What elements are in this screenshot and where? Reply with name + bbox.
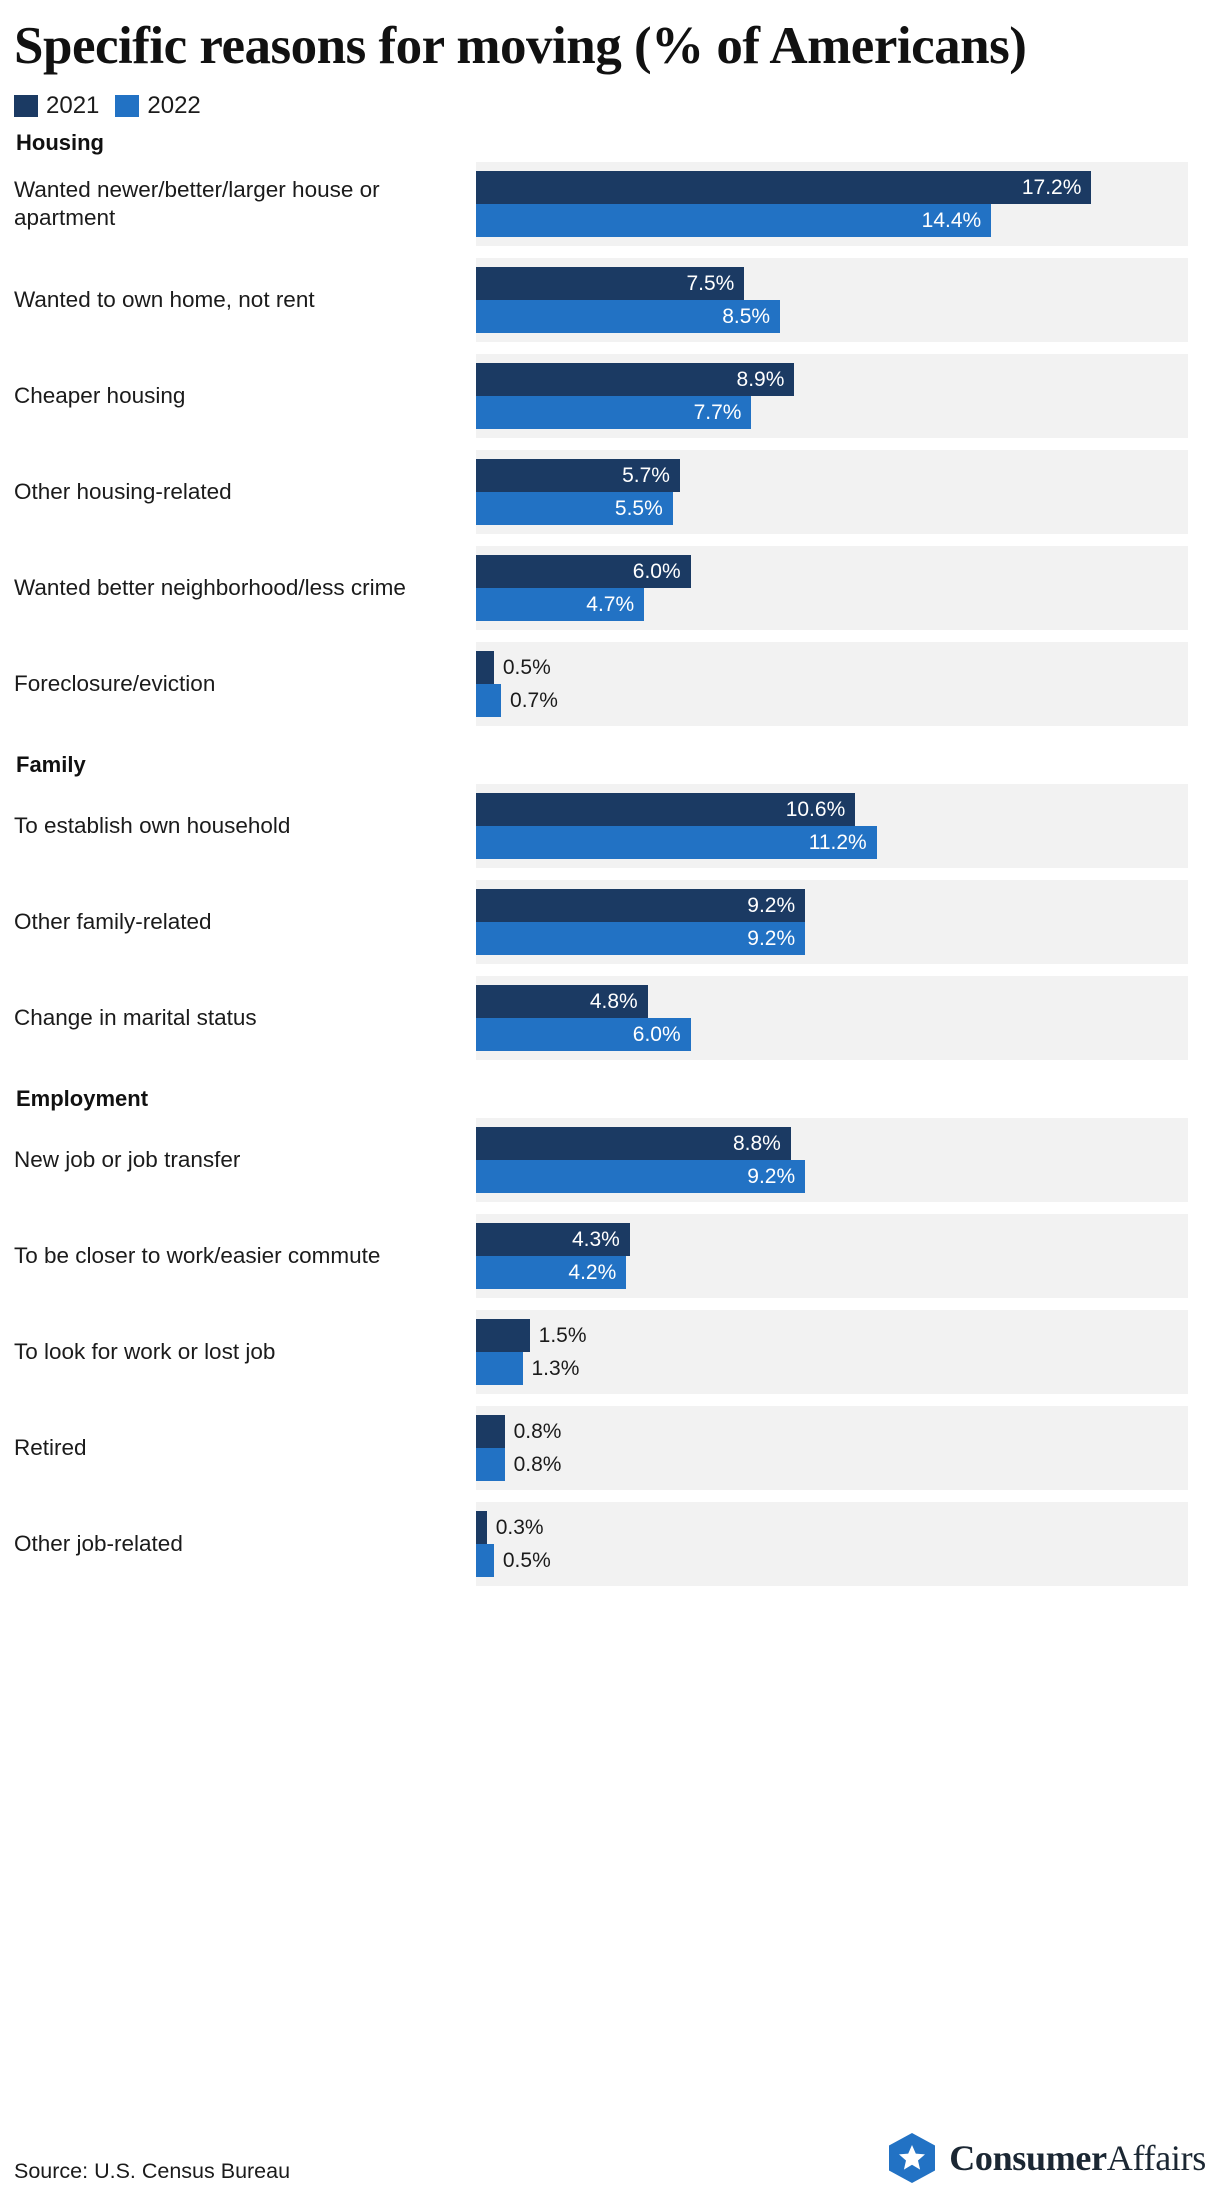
bar-2021 — [476, 459, 680, 492]
consumeraffairs-star-icon — [887, 2132, 937, 2184]
bar-value-label: 5.7% — [622, 463, 670, 487]
bar-value-label: 4.8% — [589, 989, 638, 1013]
bar-value-label: 6.0% — [632, 1022, 681, 1046]
row-bars — [476, 1502, 1188, 1586]
row-bars — [476, 1214, 1188, 1298]
source-note: Source: U.S. Census Bureau — [14, 2159, 291, 2183]
bar-value-label: 0.5% — [502, 655, 551, 679]
bar-2021 — [476, 555, 691, 588]
chart-row — [14, 1310, 1206, 1394]
chart-row — [14, 1406, 1206, 1490]
bar-chart — [14, 130, 1206, 1586]
bar-value-label: 17.2% — [1021, 175, 1082, 199]
bar-2022 — [476, 1352, 580, 1385]
bar-value-label: 9.2% — [747, 926, 796, 950]
brand-text-light: Affairs — [1106, 2138, 1206, 2178]
bar-value-label: 14.4% — [921, 208, 982, 232]
brand-text — [949, 2137, 1206, 2179]
chart-page — [0, 18, 1220, 2202]
bar-value-label: 4.7% — [586, 592, 635, 616]
row-bars — [476, 880, 1188, 964]
brand-logo-group — [887, 2132, 1206, 2184]
row-bars — [476, 258, 1188, 342]
bar-2021 — [476, 267, 744, 300]
bar-2021 — [476, 651, 551, 684]
legend-label-2022: 2022 — [147, 92, 201, 120]
row-label: Cheaper housing — [14, 383, 186, 409]
bar-value-label: 9.2% — [747, 1164, 796, 1188]
row-bars — [476, 642, 1188, 726]
chart-row — [14, 1502, 1206, 1586]
bar-value-label: 8.8% — [732, 1131, 781, 1155]
bar-2021 — [476, 1223, 630, 1256]
bar-2022 — [476, 300, 780, 333]
chart-footer — [14, 2132, 1206, 2184]
bar-2022 — [476, 1448, 562, 1481]
brand-text-bold: Consumer — [949, 2138, 1107, 2178]
chart-row — [14, 976, 1206, 1060]
bar-2021 — [476, 1511, 544, 1544]
page-title: Specific reasons for moving (% of Americans) — [14, 17, 1027, 75]
bar-2021 — [476, 1319, 587, 1352]
legend-item-2022 — [115, 92, 200, 120]
bar-2022 — [476, 1160, 805, 1193]
row-label: New job or job transfer — [14, 1147, 241, 1173]
row-label: Other family-related — [14, 909, 212, 935]
bar-2021 — [476, 1415, 562, 1448]
bar-2022 — [476, 826, 877, 859]
bar-value-label: 0.5% — [502, 1548, 551, 1572]
row-label: To be closer to work/easier commute — [14, 1243, 381, 1269]
bar-2021 — [476, 889, 805, 922]
chart-row — [14, 1118, 1206, 1202]
bar-value-label: 4.3% — [571, 1227, 620, 1251]
bar-value-label: 7.5% — [686, 271, 735, 295]
row-bars — [476, 1118, 1188, 1202]
row-label: Other housing-related — [14, 479, 232, 505]
chart-legend — [14, 92, 1206, 120]
row-label: Wanted better neighborhood/less crime — [14, 575, 406, 601]
bar-value-label: 8.9% — [736, 367, 785, 391]
bar-2022 — [476, 492, 673, 525]
chart-row — [14, 162, 1206, 246]
bar-2022 — [476, 684, 558, 717]
group-header-employment: Employment — [16, 1086, 149, 1112]
row-bars — [476, 162, 1188, 246]
bar-2021 — [476, 793, 855, 826]
bar-value-label: 4.2% — [568, 1260, 617, 1284]
row-label: Retired — [14, 1435, 87, 1461]
bar-value-label: 6.0% — [632, 559, 681, 583]
chart-row — [14, 1214, 1206, 1298]
row-label: To establish own household — [14, 813, 291, 839]
bar-value-label: 0.7% — [510, 688, 558, 712]
bar-2021 — [476, 985, 648, 1018]
bar-2022 — [476, 204, 991, 237]
row-bars — [476, 1406, 1188, 1490]
chart-row — [14, 784, 1206, 868]
bar-value-label: 0.3% — [495, 1515, 544, 1539]
bar-2022 — [476, 588, 644, 621]
row-bars — [476, 976, 1188, 1060]
bar-value-label: 11.2% — [808, 830, 867, 854]
bar-2022 — [476, 1544, 551, 1577]
row-label: To look for work or lost job — [14, 1339, 276, 1365]
chart-row — [14, 354, 1206, 438]
bar-value-label: 0.8% — [513, 1452, 562, 1476]
bar-value-label: 0.8% — [513, 1419, 562, 1443]
legend-label-2021: 2021 — [46, 92, 100, 120]
bar-value-label: 10.6% — [785, 797, 846, 821]
legend-swatch-2022 — [115, 95, 139, 117]
bar-value-label: 5.5% — [614, 496, 663, 520]
row-label: Wanted to own home, not rent — [14, 287, 315, 313]
legend-item-2021 — [14, 92, 99, 120]
row-bars — [476, 354, 1188, 438]
bar-2022 — [476, 922, 805, 955]
row-label: Change in marital status — [14, 1005, 257, 1031]
group-header-housing: Housing — [16, 130, 104, 156]
bar-value-label: 1.3% — [531, 1356, 580, 1380]
bar-2021 — [476, 1127, 791, 1160]
bar-2021 — [476, 363, 794, 396]
chart-row — [14, 880, 1206, 964]
legend-swatch-2021 — [14, 95, 38, 117]
row-bars — [476, 784, 1188, 868]
row-label: Wanted newer/better/larger house or apartment — [14, 177, 380, 231]
bar-2022 — [476, 1018, 691, 1051]
chart-row — [14, 258, 1206, 342]
bar-value-label: 1.5% — [538, 1323, 587, 1347]
row-bars — [476, 1310, 1188, 1394]
bar-value-label: 7.7% — [693, 400, 742, 424]
row-bars — [476, 546, 1188, 630]
row-label: Other job-related — [14, 1531, 183, 1557]
group-header-family: Family — [16, 752, 86, 778]
bar-value-label: 9.2% — [747, 893, 796, 917]
row-label: Foreclosure/eviction — [14, 671, 216, 697]
bar-2022 — [476, 396, 751, 429]
bar-2022 — [476, 1256, 626, 1289]
chart-row — [14, 642, 1206, 726]
row-bars — [476, 450, 1188, 534]
chart-row — [14, 546, 1206, 630]
chart-row — [14, 450, 1206, 534]
bar-value-label: 8.5% — [722, 304, 771, 328]
bar-2021 — [476, 171, 1091, 204]
